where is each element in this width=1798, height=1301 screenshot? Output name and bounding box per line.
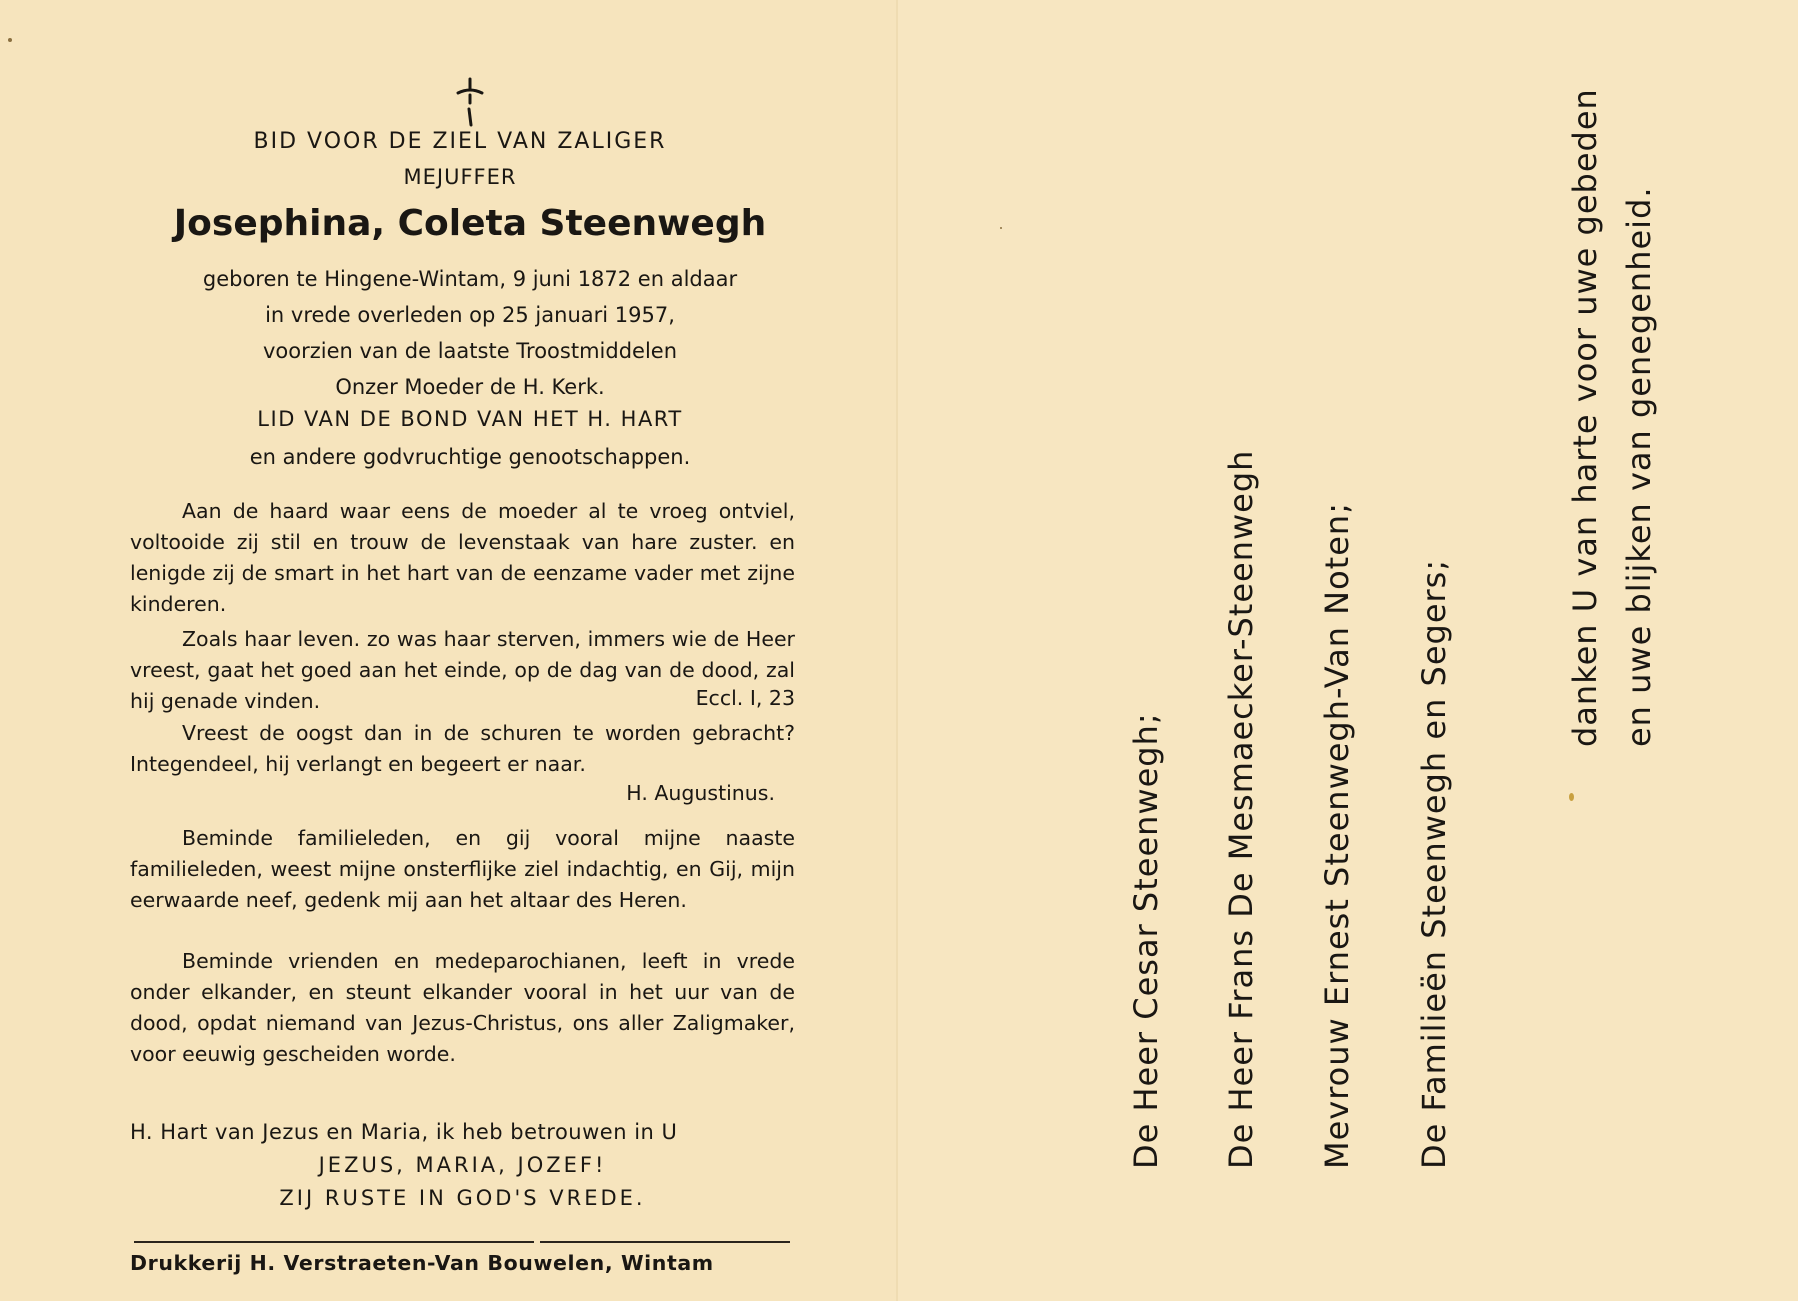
family-name-line: Mevrouw Ernest Steenwegh-Van Noten; xyxy=(1318,502,1356,1169)
birth-death-details xyxy=(130,261,810,405)
thanks-message: danken U van harte voor uwe gebeden xyxy=(1566,88,1604,747)
detail-line: Onzer Moeder de H. Kerk. xyxy=(335,375,605,399)
memorial-text-panel xyxy=(110,55,810,1295)
paragraph: Aan de haard waar eens de moeder al te vroeg ontviel, voltooide zij stil en trouw de levenstaak van hare zuster. en lenigde zij de smart in het hart van de eenzame vader met zijne kinderen. xyxy=(130,499,795,616)
paragraph: Zoals haar leven. zo was haar sterven, immers wie de Heer vreest, gaat het goed aan het einde, op de dag van de dood, zal hij genade vinden. xyxy=(130,627,795,713)
family-name-line: De Heer Frans De Mesmaecker-Steenwegh xyxy=(1222,449,1260,1169)
paper-speck xyxy=(1569,793,1574,801)
detail-line: geboren te Hingene-Wintam, 9 juni 1872 en aldaar xyxy=(202,267,738,291)
rest-in-peace: ZIJ RUSTE IN GOD'S VREDE. xyxy=(279,1186,646,1210)
detail-line: in vrede overleden op 25 januari 1957, xyxy=(265,303,675,327)
paper-speck xyxy=(8,38,12,42)
fold-line xyxy=(896,0,898,1301)
membership-line: en andere godvruchtige genootschappen. xyxy=(249,445,691,469)
cross-icon xyxy=(450,77,490,127)
thanks-message: en uwe blijken van genegenheid. xyxy=(1620,186,1658,747)
paragraph: Vreest de oogst dan in de schuren te worden gebracht? Integendeel, hij verlangt en begeert er naar. xyxy=(130,721,795,776)
scripture-reference: Eccl. I, 23 xyxy=(695,686,795,710)
family-name-line: De Familieën Steenwegh en Segers; xyxy=(1415,558,1453,1169)
closing-prayer: H. Hart van Jezus en Maria, ik heb betrouwen in U xyxy=(130,1120,678,1144)
footer-divider xyxy=(540,1241,790,1243)
printer-credit: Drukkerij H. Verstraeten-Van Bouwelen, Wintam xyxy=(130,1251,714,1275)
footer-divider xyxy=(134,1241,534,1243)
header-title: MEJUFFER xyxy=(403,165,517,189)
detail-line: voorzien van de laatste Troostmiddelen xyxy=(262,339,678,363)
paper-speck xyxy=(1000,227,1002,229)
quote-attribution: H. Augustinus. xyxy=(626,781,775,805)
paragraph: Beminde vrienden en medeparochianen, leeft in vrede onder elkander, en steunt elkander vooral in het uur van de dood, opdat niemand van Jezus-Christus, ons aller Zaligmaker, voor eeuwig gescheiden worde. xyxy=(130,949,795,1066)
closing-invocation: JEZUS, MARIA, JOZEF! xyxy=(318,1153,607,1177)
header-prayer-request: BID VOOR DE ZIEL VAN ZALIGER xyxy=(253,129,667,154)
membership-line: LID VAN DE BOND VAN HET H. HART xyxy=(257,407,683,431)
deceased-name: Josephina, Coleta Steenwegh xyxy=(173,203,767,244)
family-name-line: De Heer Cesar Steenwegh; xyxy=(1127,712,1165,1169)
paragraph: Beminde familieleden, en gij vooral mijne naaste familieleden, weest mijne onsterflijke ziel indachtig, en Gij, mijn eerwaarde neef, gedenk mij aan het altaar des Heren. xyxy=(130,826,795,912)
membership xyxy=(130,400,810,476)
